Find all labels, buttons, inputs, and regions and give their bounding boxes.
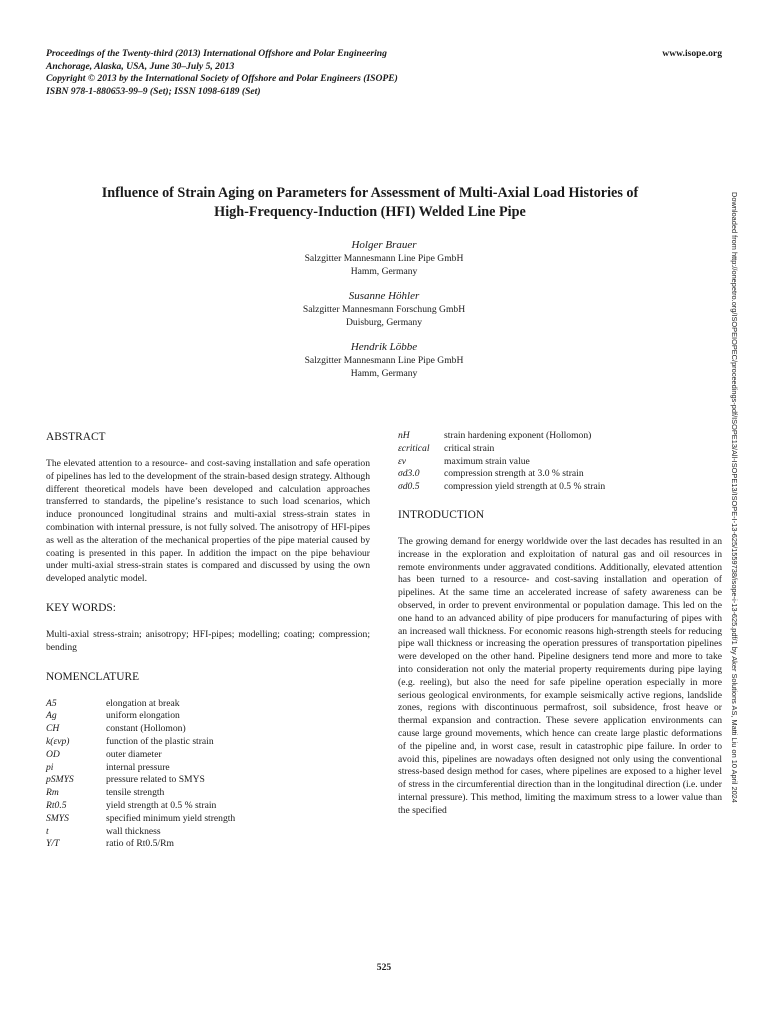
left-column: [46, 430, 370, 851]
nomenclature-symbol: k(εvp): [46, 735, 70, 747]
nomenclature-definition: internal pressure: [106, 761, 170, 773]
paper-title: [60, 184, 680, 222]
header-line-1: Proceedings of the Twenty-third (2013) International Offshore and Polar Engineering: [46, 48, 387, 59]
nomenclature-definition: elongation at break: [106, 697, 180, 709]
proceedings-header: [46, 48, 606, 98]
nomenclature-symbol: A5: [46, 697, 57, 709]
nomenclature-item: [46, 710, 370, 723]
author-location: Hamm, Germany: [350, 266, 418, 277]
nomenclature-symbol: OD: [46, 748, 60, 760]
nomenclature-symbol: t: [46, 825, 49, 837]
abstract-heading: ABSTRACT: [46, 431, 106, 443]
author-name: Holger Brauer: [351, 239, 417, 251]
author-name: Susanne Höhler: [348, 290, 420, 302]
author-block: [184, 238, 584, 278]
nomenclature-definition: uniform elongation: [106, 710, 180, 722]
nomenclature-definition: function of the plastic strain: [106, 735, 214, 747]
author-organization: Salzgitter Mannesmann Line Pipe GmbH: [304, 355, 464, 366]
author-block: [184, 289, 584, 329]
website-link[interactable]: www.isope.org: [662, 48, 722, 59]
nomenclature-symbol: pi: [46, 761, 54, 773]
nomenclature-item: [398, 430, 722, 443]
title-line-2: High-Frequency-Induction (HFI) Welded Line Pipe: [214, 204, 526, 220]
nomenclature-item: [398, 456, 722, 469]
nomenclature-definition: compression yield strength at 0.5 % strain: [444, 481, 606, 493]
nomenclature-item: [398, 468, 722, 481]
introduction-heading: INTRODUCTION: [398, 508, 485, 521]
abstract-text: The elevated attention to a resource- and cost-saving installation and safe operation of pipelines has led to the development of the strain-based design strategy. Although different theoretical models have been developed and calculation approaches transferred to standards, the pipeline’s resistance to such load scenarios, which induce pronounced longitudinal strains and multi-axial stress-strain states in combination with internal pressure, is not fully solved. The anisotropy of HFI-pipes as well as the alteration of the mechanical properties of the pipe material caused by coating is presented in this paper. In addition the impact on the pipe behaviour under multi-axial stress-strain states is compared and discussed by using the own developed analytic model.: [46, 458, 370, 585]
nomenclature-definition: ratio of Rt0.5/Rm: [106, 838, 174, 850]
nomenclature-definition: specified minimum yield strength: [106, 812, 236, 824]
nomenclature-item: [46, 800, 370, 813]
nomenclature-item: [46, 762, 370, 775]
nomenclature-symbol: Rm: [46, 787, 59, 799]
title-line-1: Influence of Strain Aging on Parameters for Assessment of Multi-Axial Load Histories of: [101, 185, 639, 201]
nomenclature-definition: yield strength at 0.5 % strain: [106, 799, 217, 811]
nomenclature-list-continued: [398, 430, 722, 494]
nomenclature-definition: tensile strength: [106, 787, 165, 799]
nomenclature-definition: constant (Hollomon): [106, 723, 186, 735]
nomenclature-definition: critical strain: [444, 442, 495, 454]
nomenclature-definition: maximum strain value: [444, 455, 530, 467]
nomenclature-item: [46, 813, 370, 826]
nomenclature-definition: compression strength at 3.0 % strain: [444, 468, 584, 480]
author-block: [184, 340, 584, 380]
nomenclature-symbol: εcritical: [398, 442, 430, 454]
download-watermark: [731, 192, 751, 952]
nomenclature-definition: wall thickness: [106, 825, 161, 837]
header-line-2: Anchorage, Alaska, USA, June 30–July 5, 2013: [46, 60, 235, 72]
author-location: Hamm, Germany: [350, 368, 418, 379]
nomenclature-list: [46, 698, 370, 852]
nomenclature-heading: NOMENCLATURE: [46, 670, 140, 683]
nomenclature-item: [398, 443, 722, 456]
nomenclature-item: [46, 826, 370, 839]
nomenclature-symbol: nH: [398, 430, 410, 441]
nomenclature-symbol: σd3.0: [398, 468, 420, 480]
header-line-3: Copyright © 2013 by the International Society of Offshore and Polar Engineers (ISOPE): [46, 73, 398, 85]
author-organization: Salzgitter Mannesmann Forschung GmbH: [302, 304, 466, 315]
nomenclature-symbol: Y/T: [46, 838, 60, 850]
page-number: 525: [376, 962, 392, 973]
introduction-text: The growing demand for energy worldwide over the last decades has resulted in an increase in the exploration and exploitation of natural gas and oil resources in remote environments under aggravated conditions. Additionally, elevated attention has been turned to a resource- and cost-saving installation and operation of pipelines. At the same time an accelerated increase of safety awareness can be observed, in order to prevent environmental or population damage. This led on the one hand to an advanced ability of pipe producers for manufacturing of pipes with an increased wall thickness. For economic reasons high-strength steels for reducing pipe wall thickness or increasing the operation pressures of transportation pipelines were developed on the other hand. Pipeline designers tend more and more to take into consideration not only the material property requirements during pipe laying (e.g. reeling), but also the need for safe pipeline operation especially in more serious geological environments, for example seismically active regions, landslide zones, regions with discontinuous permafrost, soil subsidence, frost heave or thermal expansion and contraction. These severe application environments can cause large ground movements, which hence can create large plastic deformations of the pipeline and, in worst case, result in catastrophic pipe failure. In order to avoid this, pipelines are nowadays often designed not only using the conventional stress-based design method for cases, where pipelines are exposed to a higher level of stress in the circumferential direction than in the longitudinal direction (i.e. under internal pressure). This method, limiting the maximum stress to a lower value than the specified: [398, 535, 722, 816]
nomenclature-symbol: εv: [398, 455, 407, 467]
download-watermark-text: Downloaded from http://onepetro.org/ISOPEIOPEC/proceedings-pdf/ISOPE13/All-ISOPE13/ISOPE-I-13-625/1559738/isope-i-13-625.pdf/1 by Aker Solutions AS, Matti Liu on 10 April 2024: [730, 192, 739, 803]
nomenclature-item: [46, 838, 370, 851]
nomenclature-item: [46, 723, 370, 736]
nomenclature-item: [46, 749, 370, 762]
nomenclature-item: [46, 698, 370, 711]
nomenclature-definition: pressure related to SMYS: [106, 774, 205, 786]
nomenclature-symbol: σd0.5: [398, 481, 420, 493]
author-organization: Salzgitter Mannesmann Line Pipe GmbH: [304, 253, 464, 264]
nomenclature-item: [46, 736, 370, 749]
author-list: [184, 238, 584, 391]
keywords-text: Multi-axial stress-strain; anisotropy; HFI-pipes; modelling; coating; compression; bending: [46, 628, 370, 653]
right-column: [398, 430, 722, 833]
nomenclature-symbol: Rt0.5: [46, 799, 67, 811]
nomenclature-symbol: SMYS: [46, 812, 69, 824]
keywords-heading: KEY WORDS:: [46, 601, 116, 614]
header-line-4: ISBN 978-1-880653-99–9 (Set); ISSN 1098-6189 (Set): [46, 85, 261, 97]
author-location: Duisburg, Germany: [345, 317, 423, 328]
nomenclature-definition: strain hardening exponent (Hollomon): [444, 430, 592, 441]
nomenclature-item: [46, 774, 370, 787]
nomenclature-symbol: CH: [46, 723, 60, 735]
nomenclature-symbol: Ag: [46, 710, 57, 722]
nomenclature-item: [46, 787, 370, 800]
nomenclature-symbol: pSMYS: [46, 774, 74, 786]
nomenclature-definition: outer diameter: [106, 748, 162, 760]
author-name: Hendrik Löbbe: [350, 341, 418, 353]
nomenclature-item: [398, 481, 722, 494]
